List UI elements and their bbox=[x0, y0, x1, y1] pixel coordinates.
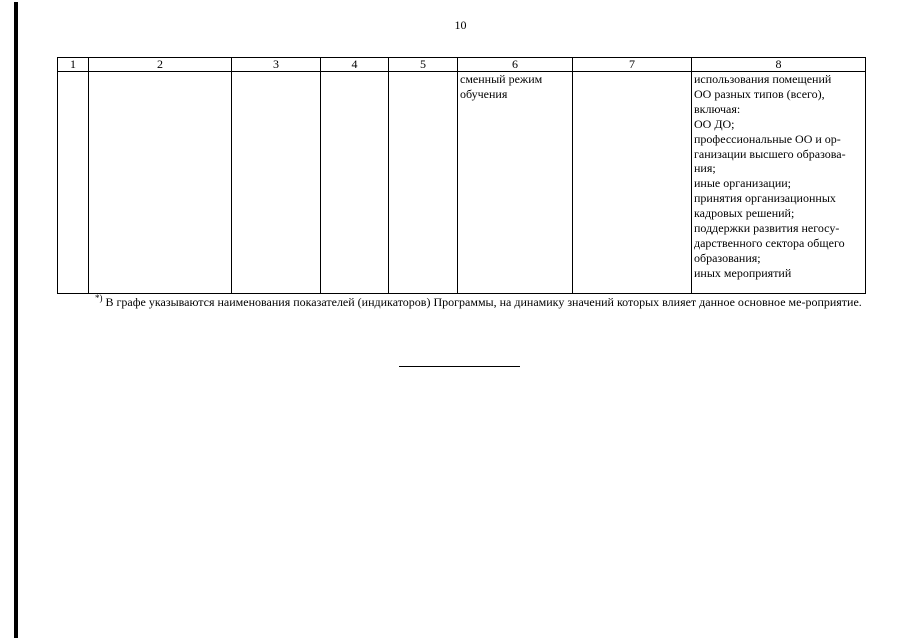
cell-line: обучения bbox=[460, 86, 508, 101]
column-header-1: 1 bbox=[58, 58, 89, 72]
cell-line: ганизации высшего образова- bbox=[694, 146, 846, 161]
cell-col-5 bbox=[389, 72, 458, 294]
cell-line: ния; bbox=[694, 161, 716, 176]
cell-col-3 bbox=[232, 72, 321, 294]
column-header-3: 3 bbox=[232, 58, 321, 72]
end-of-document-rule bbox=[399, 366, 520, 367]
cell-line: ОО разных типов (всего), bbox=[694, 86, 825, 101]
cell-line: иных мероприятий bbox=[694, 265, 792, 280]
binding-edge-bar bbox=[14, 2, 18, 638]
cell-col-4 bbox=[321, 72, 389, 294]
cell-col-8-text bbox=[694, 72, 863, 281]
page-number: 10 bbox=[454, 18, 467, 32]
column-header-4: 4 bbox=[321, 58, 389, 72]
table-header-row bbox=[58, 58, 866, 72]
cell-line: поддержки развития негосу- bbox=[694, 221, 840, 236]
footnote-text: В графе указываются наименования показателей (индикаторов) Программы, на динамику значений которых влияет данное основное ме-роприятие. bbox=[102, 295, 862, 309]
column-header-8: 8 bbox=[692, 58, 866, 72]
cell-col-2 bbox=[89, 72, 232, 294]
cell-line: использования помещений bbox=[694, 72, 832, 86]
table-row bbox=[58, 72, 866, 294]
cell-line: ОО ДО; bbox=[694, 116, 735, 131]
cell-line: включая: bbox=[694, 101, 741, 116]
cell-col-6-text bbox=[460, 72, 570, 102]
column-header-5: 5 bbox=[389, 58, 458, 72]
cell-col-8 bbox=[692, 72, 866, 294]
cell-line: сменный режим bbox=[460, 72, 543, 86]
column-header-2: 2 bbox=[89, 58, 232, 72]
cell-line: образования; bbox=[694, 250, 761, 265]
cell-col-6 bbox=[458, 72, 573, 294]
column-header-6: 6 bbox=[458, 58, 573, 72]
cell-line: профессиональные ОО и ор- bbox=[694, 131, 841, 146]
measures-table bbox=[57, 57, 866, 294]
cell-line: кадровых решений; bbox=[694, 206, 795, 221]
column-header-7: 7 bbox=[573, 58, 692, 72]
cell-col-1 bbox=[58, 72, 89, 294]
footnote-marker: *) bbox=[95, 293, 103, 303]
footnote bbox=[57, 293, 865, 311]
cell-line: дарственного сектора общего bbox=[694, 235, 845, 250]
cell-col-7 bbox=[573, 72, 692, 294]
cell-line: иные организации; bbox=[694, 176, 791, 191]
cell-line: принятия организационных bbox=[694, 191, 836, 206]
